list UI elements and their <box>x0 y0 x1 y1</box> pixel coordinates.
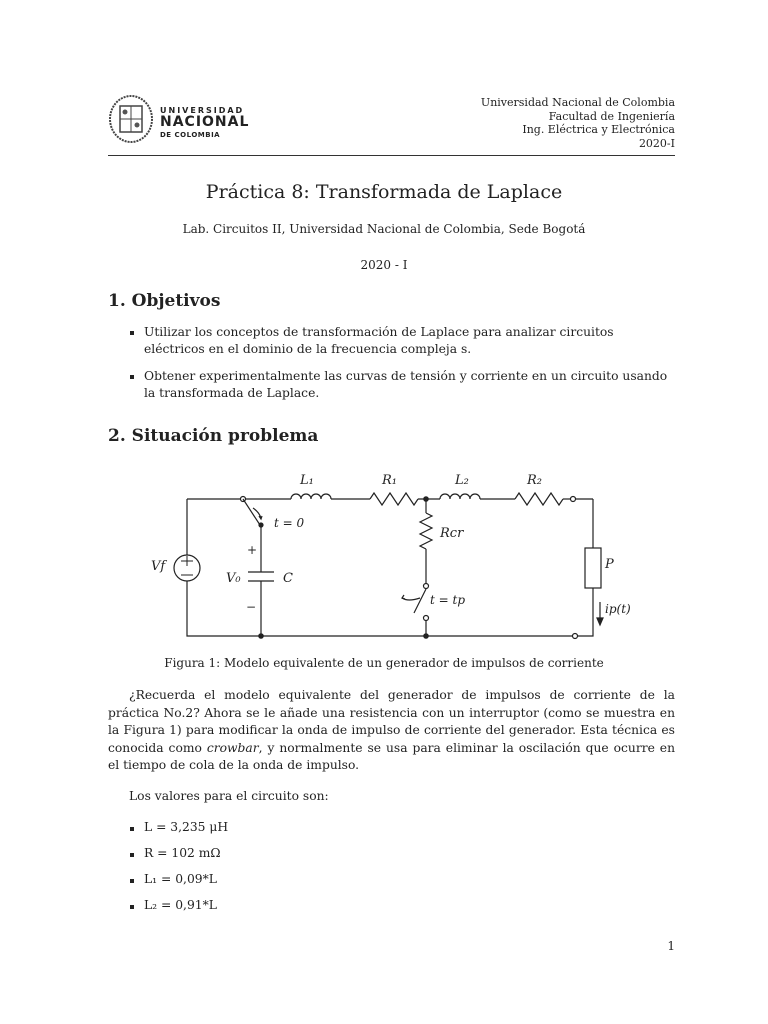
inductor-l1 <box>291 494 331 499</box>
label-ip: ip(t) <box>605 602 631 616</box>
paragraph-text-before: ¿Recuerda el modelo equivalente del generador de impulsos de corriente de la práctica No.2? Ahora se le añade una resistencia con un interruptor (como se muestra en la Figura 1) para modificar la onda de impulso de corriente del generador. Esta técnica es conocida como <box>108 688 675 755</box>
label-rcr: Rcr <box>440 526 464 541</box>
header-institution <box>481 96 675 150</box>
label-t0: t = 0 <box>274 516 305 530</box>
objectives-list <box>127 324 675 412</box>
inductor-l2 <box>440 494 480 499</box>
page-number: 1 <box>667 939 675 953</box>
document-date: 2020 - I <box>360 258 408 272</box>
label-tp: t = tp <box>430 593 466 607</box>
header-line-faculty: Facultad de Ingeniería <box>548 109 675 123</box>
header-line-term: 2020-I <box>638 136 675 150</box>
university-logo <box>108 94 258 146</box>
value-item-r: R = 102 mΩ <box>127 846 228 872</box>
label-l1: L₁ <box>300 473 314 488</box>
load-p <box>585 548 601 588</box>
header-line-program: Ing. Eléctrica y Electrónica <box>522 123 675 136</box>
wire-left <box>187 499 575 636</box>
label-v0: V₀ <box>226 571 241 586</box>
label-r1: R₁ <box>382 473 397 488</box>
document-title: Práctica 8: Transformada de Laplace <box>205 181 563 203</box>
label-cap-minus: − <box>246 600 257 614</box>
paragraph-text-after: , y normalmente se usa para eliminar la oscilación que ocurre en el tiempo de cola de la onda de impulso. <box>108 740 675 772</box>
label-p: P <box>605 557 614 572</box>
label-cap-plus: + <box>247 543 258 557</box>
label-r2: R₂ <box>527 473 542 488</box>
header-line-university: Universidad Nacional de Colombia <box>480 96 675 109</box>
figure-caption: Figura 1: Modelo equivalente de un generador de impulsos de corriente <box>164 656 604 670</box>
logo-line2: NACIONAL <box>160 114 250 130</box>
label-vf: Vf <box>151 559 166 574</box>
value-item-l2: L₂ = 0,91*L <box>127 898 228 924</box>
resistor-rcr <box>420 513 432 549</box>
resistor-r2 <box>515 493 563 505</box>
label-l2: L₂ <box>455 473 469 488</box>
switch-tp <box>414 589 426 613</box>
university-seal-icon <box>108 94 154 144</box>
values-intro: Los valores para el circuito son: <box>129 789 329 803</box>
section-heading-objetivos: 1. Objetivos <box>108 291 221 311</box>
value-item-l: L = 3,235 μH <box>127 820 228 846</box>
logo-line1: UNIVERSIDAD <box>160 106 245 115</box>
section-heading-situacion: 2. Situación problema <box>108 426 319 446</box>
objective-item-1: Utilizar los conceptos de transformación de Laplace para analizar circuitos eléctricos en el dominio de la frecuencia compleja s. <box>127 324 675 358</box>
value-item-l1: L₁ = 0,09*L <box>127 872 228 898</box>
objective-item-2: Obtener experimentalmente las curvas de tensión y corriente en un circuito usando la transformada de Laplace. <box>127 368 675 402</box>
logo-line3: DE COLOMBIA <box>160 131 221 139</box>
values-list <box>127 820 228 924</box>
resistor-r1 <box>370 493 418 505</box>
body-paragraph <box>108 687 675 775</box>
paragraph-emphasis: crowbar <box>206 740 259 755</box>
label-c: C <box>283 571 293 586</box>
header-rule <box>108 155 675 156</box>
circuit-diagram <box>150 468 630 648</box>
document-subtitle: Lab. Circuitos II, Universidad Nacional de Colombia, Sede Bogotá <box>182 222 586 236</box>
